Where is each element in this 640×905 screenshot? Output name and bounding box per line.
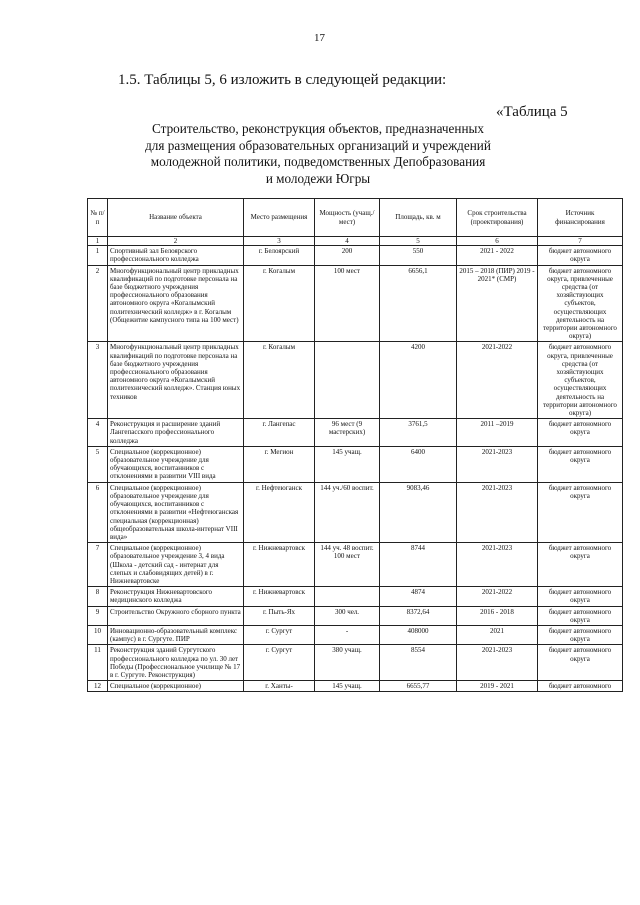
table-row [88, 587, 623, 606]
table-row [88, 645, 623, 681]
table-row [88, 419, 623, 447]
area: 8744 [380, 543, 457, 587]
table-row [88, 265, 623, 342]
capacity [315, 587, 380, 606]
object-name: Реконструкция и расширение зданий Лангепасского профессионального колледжа [108, 419, 244, 447]
object-name: Многофункциональный центр прикладных квалификаций по подготовке персонала на базе бюджетного учреждения профессионального образования автономного округа «Когалымский политехнический колледж». Станция юных техников [108, 342, 244, 419]
column-number: 7 [538, 237, 623, 246]
row-number: 4 [88, 419, 108, 447]
object-name: Специальное (коррекционное) образовательное учреждение 3, 4 вида (Школа - детский сад - интернат для слепых и слабовидящих детей) в г. Нижневартовске [108, 543, 244, 587]
construction-term: 2021 - 2022 [457, 246, 538, 265]
funding-source: бюджет автономного округа [538, 587, 623, 606]
capacity: 300 чел. [315, 606, 380, 625]
row-number: 11 [88, 645, 108, 681]
caption-line: молодежной политики, подведомственных Депобразования [150, 154, 486, 169]
construction-term: 2021-2022 [457, 342, 538, 419]
capacity: - [315, 625, 380, 644]
column-header: Мощность (учащ./мест) [315, 199, 380, 237]
object-name: Инновационно-образовательный комплекс (кампус) в г. Сургуте. ПИР [108, 625, 244, 644]
page-number: 17 [314, 32, 325, 44]
location: г. Когалым [244, 342, 315, 419]
area: 6400 [380, 446, 457, 482]
object-name: Реконструкция зданий Сургутского профессионального колледжа по ул. 30 лет Победы (Профессиональное училище № 17 в г. Сургуте. Реконструкция) [108, 645, 244, 681]
construction-term: 2021-2023 [457, 482, 538, 542]
location: г. Ханты- [244, 681, 315, 692]
funding-source: бюджет автономного округа [538, 625, 623, 644]
row-number: 8 [88, 587, 108, 606]
table-row [88, 625, 623, 644]
area: 3761,5 [380, 419, 457, 447]
location: г. Нефтеюганск [244, 482, 315, 542]
funding-source: бюджет автономного округа [538, 606, 623, 625]
column-header: Название объекта [108, 199, 244, 237]
table-row [88, 482, 623, 542]
object-name: Спортивный зал Белоярского профессионального колледжа [108, 246, 244, 265]
row-number: 9 [88, 606, 108, 625]
location: г. Когалым [244, 265, 315, 342]
capacity: 96 мест (9 мастерских) [315, 419, 380, 447]
capacity: 200 [315, 246, 380, 265]
column-number: 6 [457, 237, 538, 246]
table-row [88, 246, 623, 265]
area: 4874 [380, 587, 457, 606]
funding-source: бюджет автономного [538, 681, 623, 692]
location: г. Белоярский [244, 246, 315, 265]
location: г. Сургут [244, 625, 315, 644]
capacity: 380 учащ. [315, 645, 380, 681]
area: 550 [380, 246, 457, 265]
capacity [315, 342, 380, 419]
capacity: 100 мест [315, 265, 380, 342]
table-row [88, 681, 623, 692]
column-number: 3 [244, 237, 315, 246]
column-header: Срок строительства (проектирования) [457, 199, 538, 237]
location: г. Сургут [244, 645, 315, 681]
column-header: Источник финансирования [538, 199, 623, 237]
capacity: 145 учащ. [315, 446, 380, 482]
construction-term: 2011 –2019 [457, 419, 538, 447]
area: 6655,77 [380, 681, 457, 692]
row-number: 3 [88, 342, 108, 419]
object-name: Специальное (коррекционное) [108, 681, 244, 692]
column-number: 4 [315, 237, 380, 246]
location: г. Нижневартовск [244, 543, 315, 587]
funding-source: бюджет автономного округа [538, 482, 623, 542]
location: г. Мегион [244, 446, 315, 482]
area: 8372,64 [380, 606, 457, 625]
row-number: 6 [88, 482, 108, 542]
row-number: 2 [88, 265, 108, 342]
column-number: 1 [88, 237, 108, 246]
funding-source: бюджет автономного округа [538, 419, 623, 447]
capacity: 145 учащ. [315, 681, 380, 692]
area: 8554 [380, 645, 457, 681]
caption-line: и молодежи Югры [265, 170, 371, 186]
table-caption [118, 121, 518, 187]
row-number: 1 [88, 246, 108, 265]
construction-term: 2021-2023 [457, 645, 538, 681]
location: г. Нижневартовск [244, 587, 315, 606]
object-name: Строительство Окружного сборного пункта [108, 606, 244, 625]
object-name: Специальное (коррекционное) образовательное учреждение для обучающихся, воспитанников с отклонениями в развитии VIII вида [108, 446, 244, 482]
object-name: Специальное (коррекционное) образовательное учреждение для обучающихся, воспитанников с отклонениями в развитии «Нефтеюганская специальная (коррекционная) общеобразовательная школа-интернат VIII вида» [108, 482, 244, 542]
area: 9083,46 [380, 482, 457, 542]
construction-term: 2015 – 2018 (ПИР) 2019 - 2021* (СМР) [457, 265, 538, 342]
caption-line: для размещения образовательных организаций и учреждений [145, 137, 491, 153]
funding-source: бюджет автономного округа [538, 645, 623, 681]
column-number: 5 [380, 237, 457, 246]
area: 6656,1 [380, 265, 457, 342]
row-number: 12 [88, 681, 108, 692]
column-header: Место размещения [244, 199, 315, 237]
object-name: Многофункциональный центр прикладных квалификаций по подготовке персонала на базе бюджетного учреждения профессионального образования автономного округа «Когалымский политехнический колледж» в г. Когалым (Общежитие кампусного типа на 100 мест) [108, 265, 244, 342]
construction-term: 2016 - 2018 [457, 606, 538, 625]
objects-table [87, 198, 623, 692]
section-heading: 1.5. Таблицы 5, 6 изложить в следующей редакции: [118, 72, 447, 88]
table-header-row [88, 199, 623, 237]
column-header: Площадь, кв. м [380, 199, 457, 237]
construction-term: 2021-2023 [457, 446, 538, 482]
row-number: 10 [88, 625, 108, 644]
funding-source: бюджет автономного округа, привлеченные средства (от хозяйствующих субъектов, осуществляющих деятельность на территории автономного округа) [538, 265, 623, 342]
area: 408000 [380, 625, 457, 644]
table-row [88, 606, 623, 625]
funding-source: бюджет автономного округа [538, 446, 623, 482]
table-label: «Таблица 5 [496, 104, 568, 120]
funding-source: бюджет автономного округа, привлеченные средства (от хозяйствующих субъектов, осуществляющих деятельность на территории автономного округа) [538, 342, 623, 419]
construction-term: 2021-2022 [457, 587, 538, 606]
construction-term: 2021-2023 [457, 543, 538, 587]
table-row [88, 446, 623, 482]
row-number: 7 [88, 543, 108, 587]
funding-source: бюджет автономного округа [538, 246, 623, 265]
capacity: 144 уч. 48 воспит. 100 мест [315, 543, 380, 587]
column-header: № п/п [88, 199, 108, 237]
table-row [88, 342, 623, 419]
area: 4200 [380, 342, 457, 419]
construction-term: 2019 - 2021 [457, 681, 538, 692]
funding-source: бюджет автономного округа [538, 543, 623, 587]
location: г. Лангепас [244, 419, 315, 447]
object-name: Реконструкция Нижневартовского медицинского колледжа [108, 587, 244, 606]
column-numbers-row [88, 237, 623, 246]
capacity: 144 уч./60 воспит. [315, 482, 380, 542]
construction-term: 2021 [457, 625, 538, 644]
location: г. Пыть-Ях [244, 606, 315, 625]
row-number: 5 [88, 446, 108, 482]
caption-line: Строительство, реконструкция объектов, предназначенных [152, 121, 484, 136]
table-row [88, 543, 623, 587]
column-number: 2 [108, 237, 244, 246]
